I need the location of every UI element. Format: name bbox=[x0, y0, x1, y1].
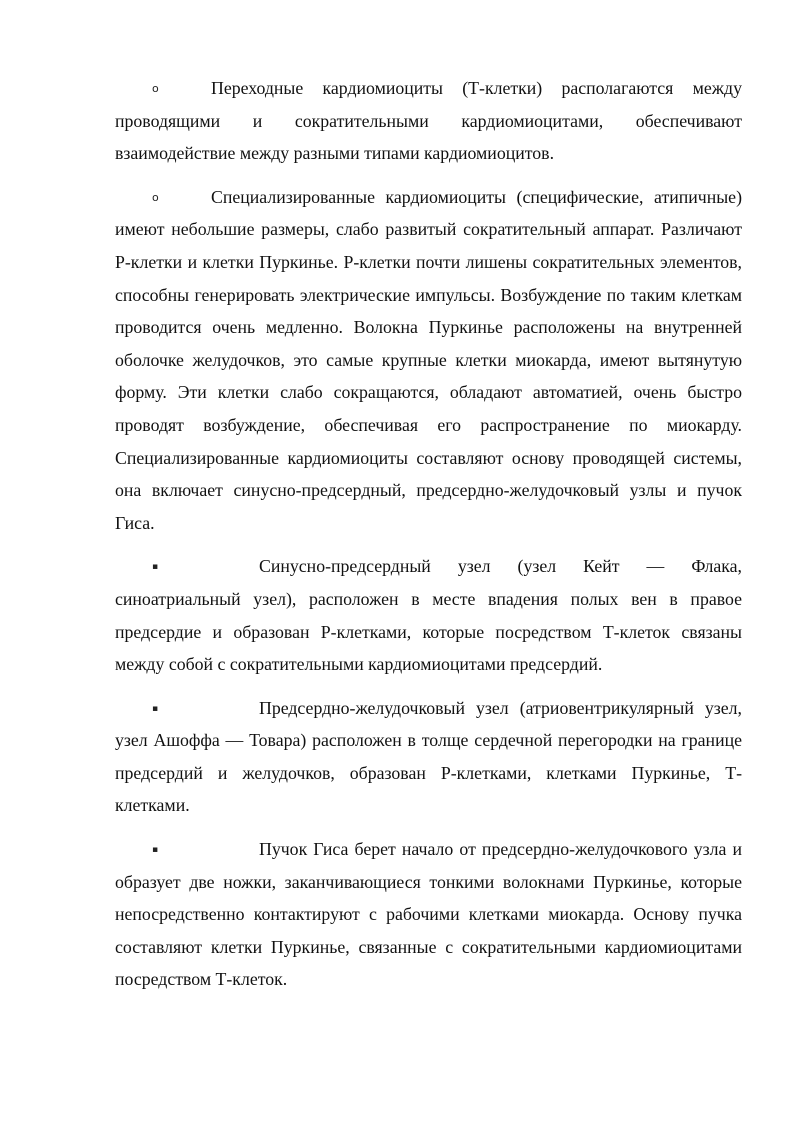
document-body bbox=[115, 72, 742, 1007]
square-bullet-icon: ▪ bbox=[152, 845, 159, 856]
paragraph-text: Специализированные кардиомиоциты (специфические, атипичные) имеют небольшие размеры, слабо развитый сократительный аппарат. Различают Р-клетки и клетки Пуркинье. Р-клетки почти лишены сократительных элементов, способны генерировать электрические импульсы. Возбуждение по таким клеткам проводится очень медленно. Волокна Пуркинье расположены на внутренней оболочке желудочков, это самые крупные клетки миокарда, имеют вытянутую форму. Эти клетки слабо сокращаются, обладают автоматией, очень быстро проводят возбуждение, обеспечивая его распространение по миокарду. Специализированные кардиомиоциты составляют основу проводящей системы, она включает синусно-предсердный, предсердно-желудочковый узлы и пучок Гиса. bbox=[115, 186, 742, 533]
square-bullet-icon: ▪ bbox=[152, 562, 159, 573]
list-item bbox=[115, 181, 742, 540]
paragraph-text: Синусно-предсердный узел (узел Кейт — Флака, синоатриальный узел), расположен в месте впадения полых вен в правое предсердие и образован Р-клетками, которые посредством Т-клеток связаны между собой с сократительными кардиомиоцитами предсердий. bbox=[115, 556, 742, 675]
list-item bbox=[115, 692, 742, 822]
list-item bbox=[115, 550, 742, 680]
paragraph-text: Предсердно-желудочковый узел (атриовентрикулярный узел, узел Ашоффа — Товара) расположен в толще сердечной перегородки на границе предсердий и желудочков, образован Р-клетками, клетками Пуркинье, Т-клетками. bbox=[115, 697, 742, 816]
list-item bbox=[115, 833, 742, 996]
paragraph-text: Пучок Гиса берет начало от предсердно-желудочкового узла и образует две ножки, заканчивающиеся тонкими волокнами Пуркинье, которые непосредственно контактируют с рабочими клетками миокарда. Основу пучка составляют клетки Пуркинье, связанные с сократительными кардиомиоцитами посредством Т-клеток. bbox=[115, 839, 742, 990]
circle-bullet-icon: o bbox=[152, 190, 159, 204]
paragraph-text: Переходные кардиомиоциты (Т-клетки) располагаются между проводящими и сократительными кардиомиоцитами, обеспечивают взаимодействие между разными типами кардиомиоцитов. bbox=[115, 78, 742, 164]
list-item bbox=[115, 72, 742, 170]
square-bullet-icon: ▪ bbox=[152, 703, 159, 714]
circle-bullet-icon: o bbox=[152, 82, 159, 95]
